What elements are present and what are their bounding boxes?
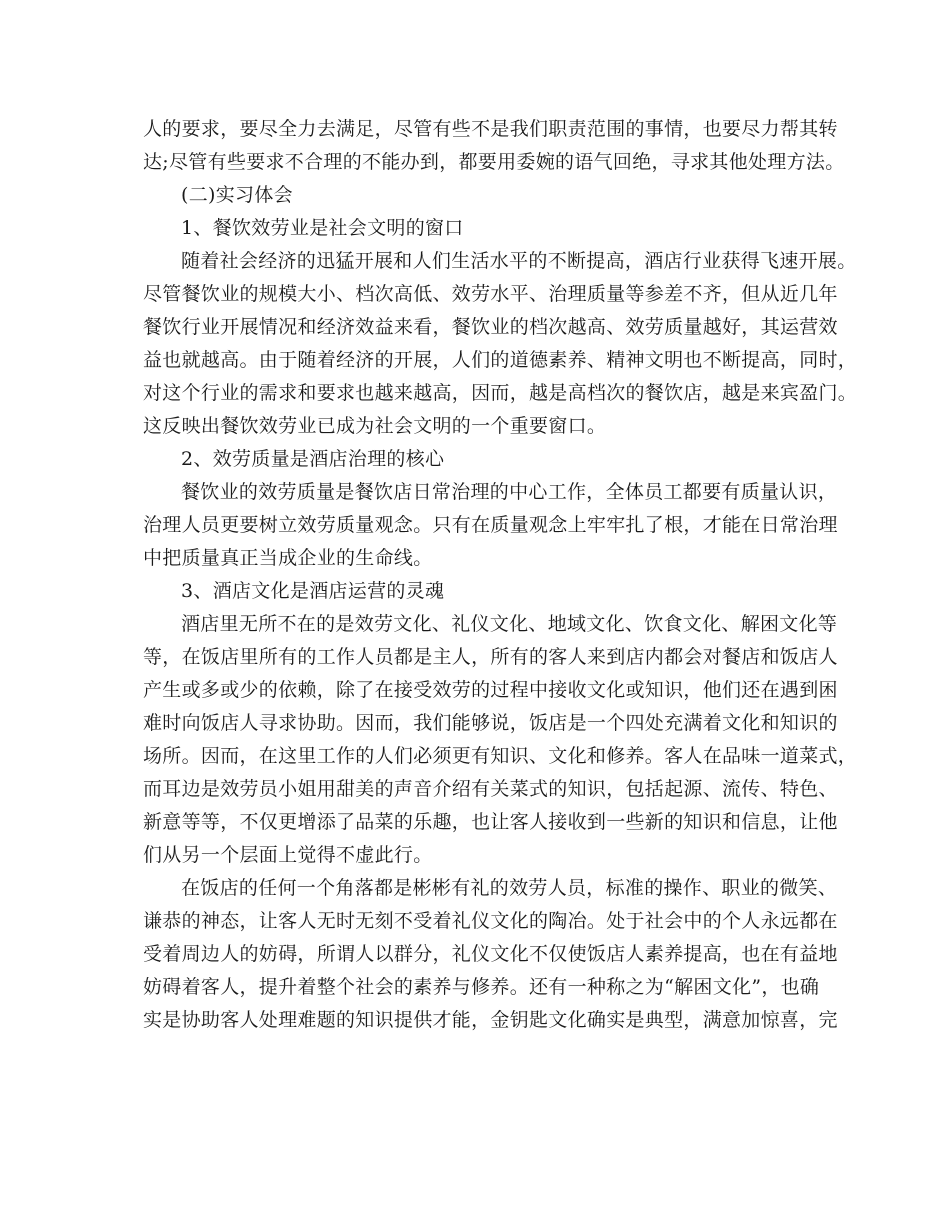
text-line: 等，在饭店里所有的工作人员都是主人，所有的客人来到店内都会对餐店和饭店人 [143, 646, 838, 668]
text-line: 餐饮行业开展情况和经济效益来看，餐饮业的档次越高、效劳质量越好，其运营效 [143, 316, 838, 338]
text-line: 对这个行业的需求和要求也越来越高，因而，越是高档次的餐饮店，越是来宾盈门。 [143, 382, 858, 404]
text-line: 难时向饭店人寻求协助。因而，我们能够说，饭店是一个四处充满着文化和知识的 [143, 712, 838, 734]
paragraph-start-line: 2、效劳质量是酒店治理的核心 [181, 448, 445, 470]
text-line: 实是协助客人处理难题的知识提供才能，金钥匙文化确实是典型，满意加惊喜，完 [143, 1009, 838, 1031]
text-line: 而耳边是效劳员小姐用甜美的声音介绍有关菜式的知识，包括起源、流传、特色、 [143, 778, 838, 800]
text-line: 治理人员更要树立效劳质量观念。只有在质量观念上牢牢扎了根，才能在日常治理 [143, 514, 838, 536]
text-line: 尽管餐饮业的规模大小、档次高低、效劳水平、治理质量等参差不齐，但从近几年 [143, 283, 838, 305]
paragraph-start-line: (二)实习体会 [181, 184, 293, 206]
text-line: 中把质量真正当成企业的生命线。 [143, 547, 433, 569]
paragraph-start-line: 在饭店的任何一个角落都是彬彬有礼的效劳人员，标准的操作、职业的微笑、 [181, 877, 838, 899]
text-line: 受着周边人的妨碍，所谓人以群分，礼仪文化不仅使饭店人素养提高，也在有益地 [143, 943, 838, 965]
text-line: 妨碍着客人，提升着整个社会的素养与修养。还有一种称之为“解困文化”，也确 [143, 976, 820, 998]
text-line: 谦恭的神态，让客人无时无刻不受着礼仪文化的陶冶。处于社会中的个人永远都在 [143, 910, 838, 932]
document-body [143, 113, 858, 1037]
text-line: 达;尽管有些要求不合理的不能办到，都要用委婉的语气回绝，寻求其他处理方法。 [143, 151, 845, 173]
text-line: 人的要求，要尽全力去满足，尽管有些不是我们职责范围的事情，也要尽力帮其转 [143, 118, 838, 140]
text-line: 益也就越高。由于随着经济的开展，人们的道德素养、精神文明也不断提高，同时， [143, 349, 858, 371]
text-line: 新意等等，不仅更增添了品菜的乐趣，也让客人接收到一些新的知识和信息，让他 [143, 811, 838, 833]
paragraph-start-line: 3、酒店文化是酒店运营的灵魂 [181, 580, 445, 602]
paragraph-start-line: 随着社会经济的迅猛开展和人们生活水平的不断提高，酒店行业获得飞速开展。 [181, 250, 857, 272]
text-line: 这反映出餐饮效劳业已成为社会文明的一个重要窗口。 [143, 415, 607, 437]
text-line: 们从另一个层面上觉得不虚此行。 [143, 844, 433, 866]
paragraph-start-line: 1、餐饮效劳业是社会文明的窗口 [181, 217, 464, 239]
text-line: 场所。因而，在这里工作的人们必须更有知识、文化和修养。客人在品味一道菜式， [143, 745, 858, 767]
text-line: 产生或多或少的依赖，除了在接受效劳的过程中接收文化或知识，他们还在遇到困 [143, 679, 838, 701]
paragraph-start-line: 酒店里无所不在的是效劳文化、礼仪文化、地域文化、饮食文化、解困文化等 [181, 613, 838, 635]
paragraph-start-line: 餐饮业的效劳质量是餐饮店日常治理的中心工作，全体员工都要有质量认识， [181, 481, 838, 503]
